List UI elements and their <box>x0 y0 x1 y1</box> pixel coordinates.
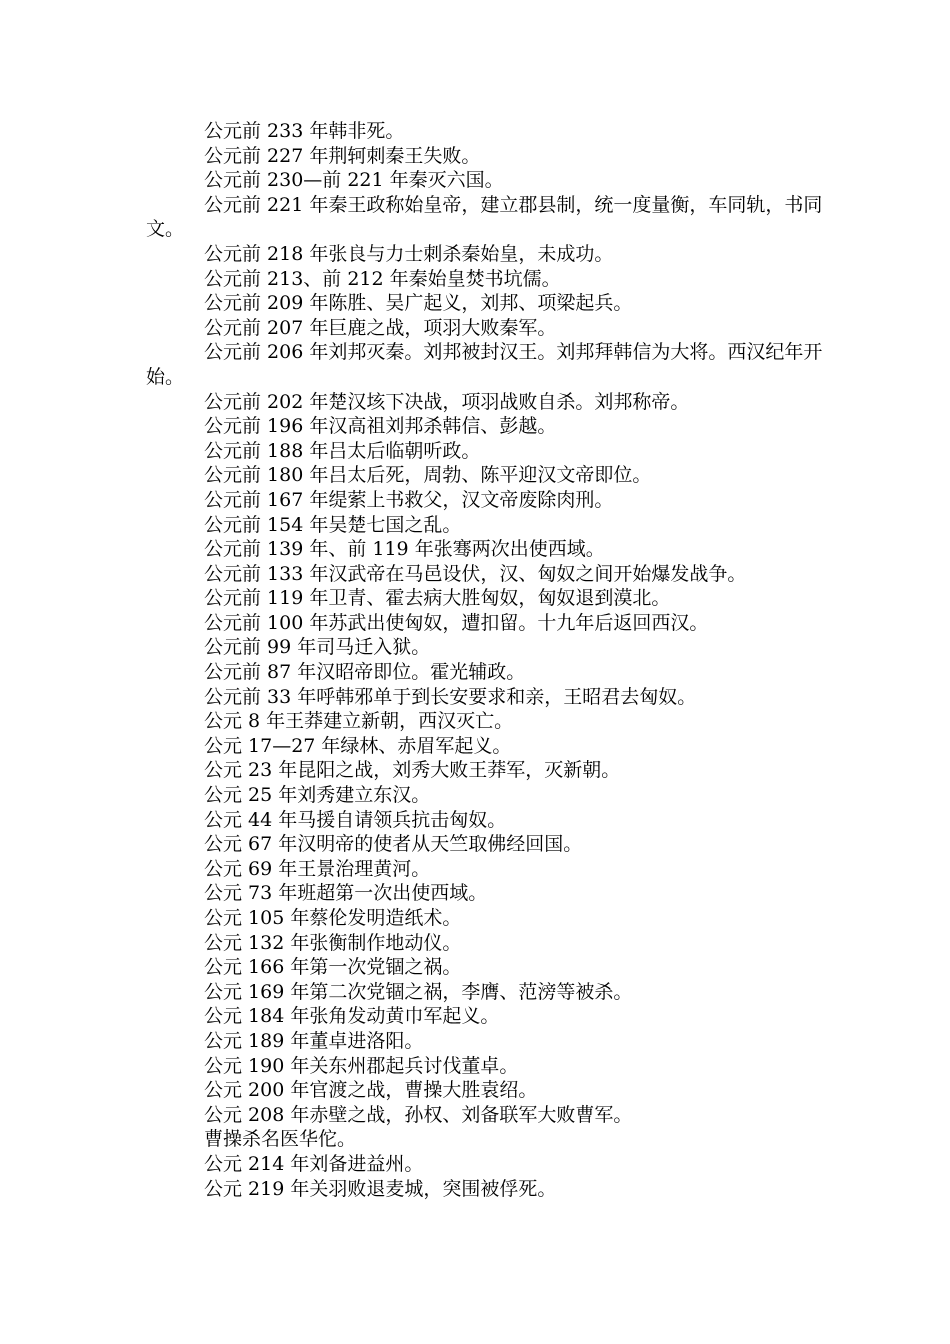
timeline-entry: 公元前 87 年汉昭帝即位。霍光辅政。 <box>204 661 526 684</box>
timeline-entry: 公元 132 年张衡制作地动仪。 <box>204 931 462 954</box>
timeline-entry: 公元前 227 年荆轲刺秦王失败。 <box>204 144 481 167</box>
timeline-entry: 公元前 139 年、前 119 年张骞两次出使西域。 <box>204 538 605 561</box>
timeline-entry: 公元 189 年董卓进洛阳。 <box>204 1029 424 1052</box>
document-body <box>146 119 836 1201</box>
timeline-entry: 公元 73 年班超第一次出使西域。 <box>204 882 488 905</box>
timeline-entry: 公元前 154 年吴楚七国之乱。 <box>204 513 462 536</box>
timeline-entry: 公元前 133 年汉武帝在马邑设伏，汉、匈奴之间开始爆发战争。 <box>204 562 747 585</box>
timeline-entry: 公元前 202 年楚汉垓下决战，项羽战败自杀。刘邦称帝。 <box>204 390 690 413</box>
timeline-entry: 公元 17—27 年绿林、赤眉军起义。 <box>204 734 512 757</box>
timeline-entry: 公元 105 年蔡伦发明造纸术。 <box>204 907 462 929</box>
timeline-entry: 公元 44 年马援自请领兵抗击匈奴。 <box>204 808 507 831</box>
timeline-entry: 公元前 206 年刘邦灭秦。刘邦被封汉王。刘邦拜韩信为大将。西汉纪年开始。 <box>146 341 823 388</box>
timeline-entry: 公元前 218 年张良与力士刺杀秦始皇，未成功。 <box>204 242 614 265</box>
timeline-entry: 曹操杀名医华佗。 <box>204 1128 357 1151</box>
timeline-entry: 公元前 167 年缇萦上书救父，汉文帝废除肉刑。 <box>204 488 614 511</box>
timeline-entry: 公元前 209 年陈胜、吴广起义，刘邦、项梁起兵。 <box>204 292 633 315</box>
timeline-entry: 公元 166 年第一次党锢之祸。 <box>204 956 462 979</box>
timeline-entry: 公元 23 年昆阳之战，刘秀大败王莽军，灭新朝。 <box>204 759 621 782</box>
timeline-entry: 公元前 233 年韩非死。 <box>204 120 405 142</box>
timeline-entry: 公元前 207 年巨鹿之战，项羽大败秦军。 <box>204 316 557 339</box>
timeline-entry: 公元前 213、前 212 年秦始皇焚书坑儒。 <box>204 267 561 290</box>
timeline-entry: 公元前 99 年司马迁入狱。 <box>204 636 431 659</box>
timeline-entry: 公元 190 年关东州郡起兵讨伐董卓。 <box>204 1054 519 1077</box>
timeline-entry: 公元 184 年张角发动黄巾军起义。 <box>204 1005 500 1028</box>
timeline-entry: 公元前 196 年汉高祖刘邦杀韩信、彭越。 <box>204 415 557 438</box>
timeline-entry: 公元前 33 年呼韩邪单于到长安要求和亲，王昭君去匈奴。 <box>204 685 697 708</box>
timeline-entry: 公元 169 年第二次党锢之祸，李膺、范滂等被杀。 <box>204 980 633 1003</box>
timeline-entry: 公元前 188 年吕太后临朝听政。 <box>204 439 481 462</box>
timeline-entry: 公元 8 年王莽建立新朝，西汉灭亡。 <box>204 710 514 733</box>
timeline-entry: 公元 200 年官渡之战，曹操大胜袁绍。 <box>204 1079 538 1102</box>
timeline-entry: 公元前 230—前 221 年秦灭六国。 <box>204 169 504 192</box>
timeline-entry: 公元 69 年王景治理黄河。 <box>204 857 431 880</box>
timeline-entry: 公元 214 年刘备进益州。 <box>204 1152 424 1175</box>
timeline-entry: 公元 67 年汉明帝的使者从天竺取佛经回国。 <box>204 833 583 856</box>
timeline-entry: 公元 219 年关羽败退麦城，突围被俘死。 <box>204 1177 557 1200</box>
timeline-entry: 公元前 100 年苏武出使匈奴，遭扣留。十九年后返回西汉。 <box>204 611 709 634</box>
timeline-entry: 公元 208 年赤壁之战，孙权、刘备联军大败曹军。 <box>204 1103 633 1126</box>
timeline-entry: 公元 25 年刘秀建立东汉。 <box>204 784 431 807</box>
timeline-entry: 公元前 221 年秦王政称始皇帝，建立郡县制，统一度量衡，车同轨，书同文。 <box>146 193 823 241</box>
timeline-entry: 公元前 119 年卫青、霍去病大胜匈奴，匈奴退到漠北。 <box>204 587 671 610</box>
timeline-entry: 公元前 180 年吕太后死，周勃、陈平迎汉文帝即位。 <box>204 464 652 487</box>
